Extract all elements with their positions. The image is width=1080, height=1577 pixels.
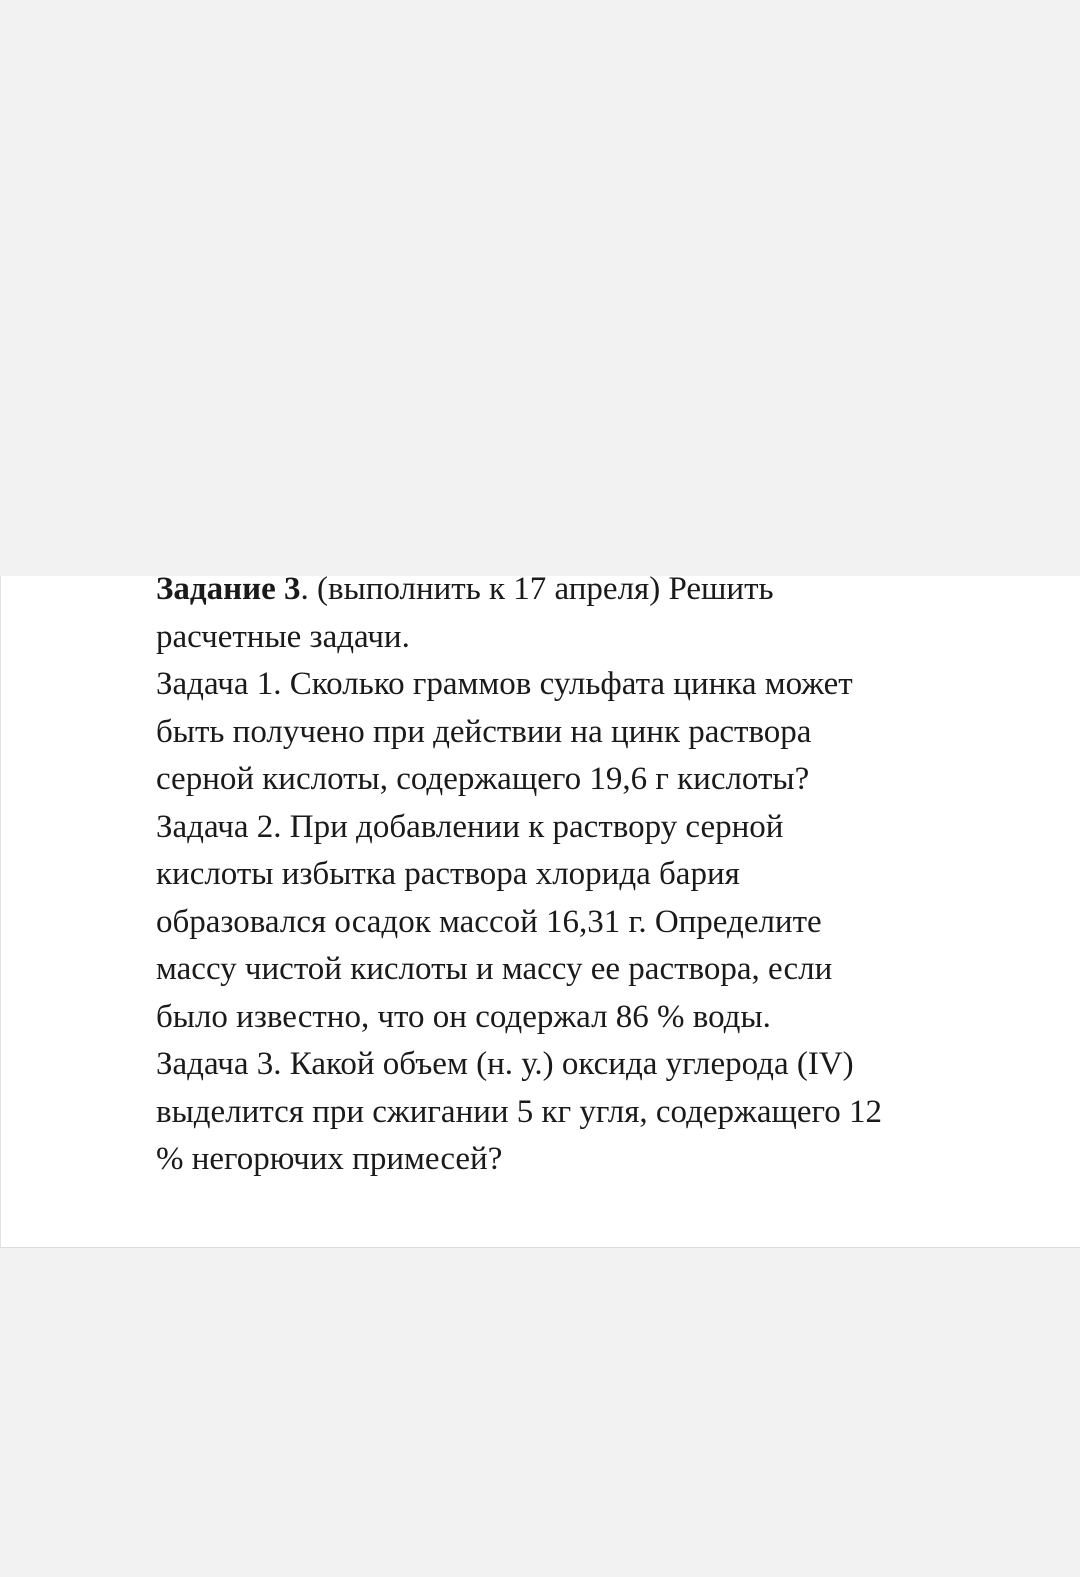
assignment-heading-line2: расчетные задачи.: [156, 618, 410, 655]
assignment-heading: [156, 576, 1036, 614]
task1-line: быть получено при действии на цинк раствора: [156, 713, 812, 750]
task3-line: выделится при сжигании 5 кг угля, содержащего 12: [156, 1093, 882, 1130]
assignment-text: [156, 576, 1036, 1184]
task3-line: Задача 3. Какой объем (н. у.) оксида углерода (IV): [156, 1046, 854, 1082]
task2-line: образовался осадок массой 16,31 г. Определите: [156, 903, 822, 940]
task2-line: было известно, что он содержал 86 % воды.: [156, 998, 771, 1035]
document-page: [0, 576, 1080, 1248]
assignment-heading-bold: Задание 3: [156, 576, 301, 607]
task1-line: Задача 1. Сколько граммов сульфата цинка может: [156, 666, 853, 702]
assignment-heading-rest: . (выполнить к 17 апреля) Решить: [300, 576, 774, 607]
task3-line: % негорючих примесей?: [156, 1141, 503, 1177]
task2-line: кислоты избытка раствора хлорида бария: [156, 856, 740, 892]
task1-line: серной кислоты, содержащего 19,6 г кислоты?: [156, 761, 810, 797]
task2-line: Задача 2. При добавлении к раствору серной: [156, 808, 784, 845]
task2-line: массу чистой кислоты и массу ее раствора, если: [156, 951, 833, 987]
